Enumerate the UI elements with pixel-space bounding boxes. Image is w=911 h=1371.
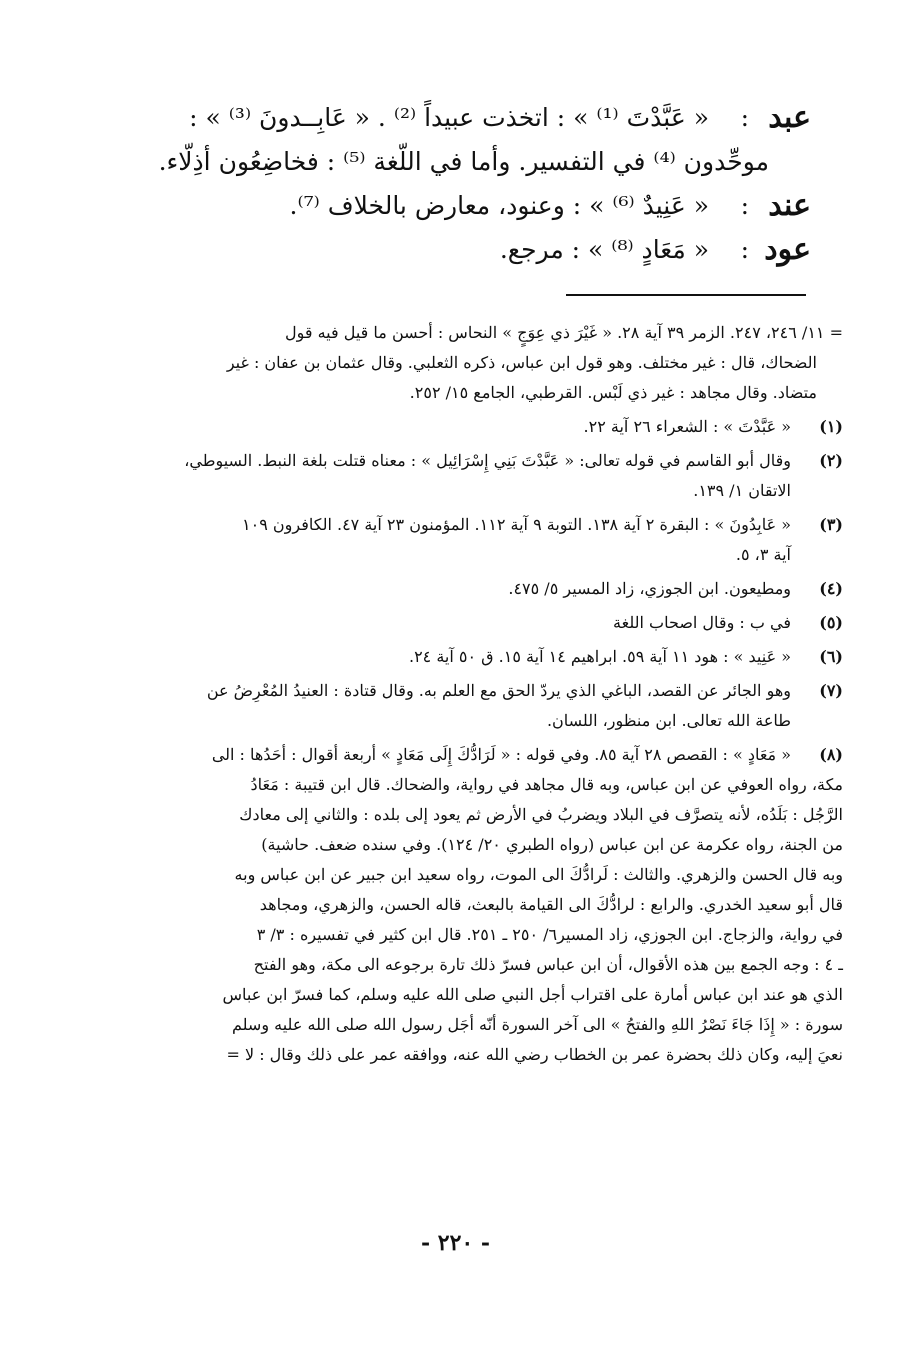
footnote-line: الضحاك، قال : غير مختلف. وهو قول ابن عباس، ذكره الثعلبي. وقال عثمان بن عفان : غير [226, 353, 817, 372]
footnote-line: طاعة الله تعالى. ابن منظور، اللسان. [546, 711, 791, 730]
entry-ind [121, 184, 811, 228]
footnote-divider [566, 294, 806, 296]
footnote-body [63, 740, 843, 1070]
page-number: - ٢٢٠ - [420, 1230, 491, 1256]
entry-line: « عَنِيدٌ ⁽⁶⁾ » : وعنود، معارض بالخلاف ⁽⁷⁾. [289, 191, 709, 220]
footnote-line: من الجنة، رواه عكرمة عن ابن عباس (رواه الطبري ٢٠/ ١٢٤). وفي سنده ضعف. حاشية) [261, 835, 843, 854]
footnote-5 [63, 608, 843, 638]
footnote-line: « مَعَادٍ » : القصص ٢٨ آية ٨٥. وفي قوله : « لَرَادُّكَ إِلَى مَعَادٍ » أربعة أقوال : أحَدُها : الى [211, 745, 791, 764]
footnote-2 [63, 446, 843, 506]
entry-line: موحِّدون ⁽⁴⁾ في التفسير. وأما في اللّغة ⁽⁵⁾ : فخاضِعُون أذِلّاء. [158, 147, 769, 176]
continued-footnote [63, 318, 843, 408]
footnote-1 [63, 412, 843, 442]
footnote-number: (٢) [819, 451, 843, 470]
footnote-line: وهو الجائر عن القصد، الباغي الذي يردّ الحق مع العلم به. وقال قتادة : العنيدُ المُعْرِضُ عن [206, 681, 791, 700]
footnote-number: (٧) [819, 681, 843, 700]
footnote-number: (١) [819, 417, 843, 436]
footnote-line: وبه قال الحسن والزهري. والثالث : لَرادُّكَ الى الموت، رواه سعيد ابن جبير عن ابن عباس وبه [234, 865, 843, 884]
footnote-7 [63, 676, 843, 736]
dictionary-entries [121, 96, 811, 272]
footnote-line: في رواية، والزجاج. ابن الجوزي، زاد المسير٦/ ٢٥٠ ـ ٢٥١. قال ابن كثير في تفسيره : ٣/ ٣ [256, 925, 843, 944]
footnote-number: (٥) [819, 613, 843, 632]
footnote-line: « عَبَّدْتَ » : الشعراء ٢٦ آية ٢٢. [583, 417, 791, 436]
entry-colon: : [740, 191, 749, 220]
footnote-line: الذي هو عند ابن عباس أمارة على اقتراب أجل النبي صلى الله عليه وسلم، كما فسرّ ابن عباس [222, 985, 843, 1004]
footnote-line: = ١١/ ٢٤٦، ٢٤٧. الزمر ٣٩ آية ٢٨. « غَيْرَ ذي عِوَجٍ » النحاس : أحسن ما قيل فيه قول [284, 323, 843, 342]
entry-root: عند [768, 188, 811, 223]
footnote-line: مكة، رواه العوفي عن ابن عباس، وبه قال مجاهد في رواية، والضحاك. قال ابن قتيبة : مَعَادُ [250, 775, 843, 794]
entry-colon: : [740, 103, 749, 132]
footnote-body [63, 510, 791, 570]
footnote-line: « عَنِيد » : هود ١١ آية ٥٩. ابراهيم ١٤ آية ١٥. ق ٥٠ آية ٢٤. [408, 647, 791, 666]
entry-line: « مَعَادٍ ⁽⁸⁾ » : مرجع. [499, 235, 709, 264]
footnote-6 [63, 642, 843, 672]
footnote-body [63, 608, 791, 638]
footnote-body [63, 574, 791, 604]
entry-root: عبد [768, 100, 811, 135]
entry-abd [121, 96, 811, 184]
footnote-line: نعيَ إليه، وكان ذلك بحضرة عمر بن الخطاب رضي الله عنه، ووافقه عمر على ذلك وقال : لا = [226, 1045, 843, 1064]
footnotes [63, 318, 843, 1070]
footnote-body [63, 412, 791, 442]
footnote-line: وقال أبو القاسم في قوله تعالى: « عَبَّدْتَ بَنِي إِسْرَائِيل » : معناه قتلت بلغة النبط. السيوطي، [184, 451, 791, 470]
footnote-line: آية ٣، ٥. [735, 545, 791, 564]
footnote-number: (٨) [819, 745, 843, 764]
footnote-line: الاتقان ١/ ١٣٩. [693, 481, 791, 500]
entry-awd [121, 228, 811, 272]
footnote-body [63, 446, 791, 506]
footnote-body [63, 642, 791, 672]
footnote-line: قال أبو سعيد الخدري. والرابع : لرادُّكَ الى القيامة بالبعث، قاله الحسن، والزهري، ومجاهد [259, 895, 843, 914]
entry-root: عود [764, 232, 811, 267]
footnote-number: (٣) [819, 515, 843, 534]
footnote-3 [63, 510, 843, 570]
footnote-line: ـ ٤ : وجه الجمع بين هذه الأقوال، أن ابن عباس فسرّ ذلك تارة برجوعه الى مكة، وهو الفتح [253, 955, 843, 974]
footnote-line: في ب : وقال اصحاب اللغة [613, 613, 791, 632]
footnote-line: سورة : « إِذَا جَاءَ نَصْرُ اللهِ والفتحُ » الى آخر السورة أنّه أجَل رسول الله صلى الله عليه وسلم [231, 1015, 843, 1034]
footnote-8 [63, 740, 843, 1070]
footnote-line: متضاد. وقال مجاهد : غير ذي لَبْس. القرطبي، الجامع ١٥/ ٢٥٢. [409, 383, 817, 402]
footnote-number: (٤) [819, 579, 843, 598]
entry-line: « عَبَّدْتَ ⁽¹⁾ » : اتخذت عبيداً ⁽²⁾ . « عَابِــدونَ ⁽³⁾ » : [189, 103, 709, 132]
footnote-line: ومطيعون. ابن الجوزي، زاد المسير ٥/ ٤٧٥. [508, 579, 791, 598]
entry-colon: : [740, 235, 749, 264]
footnote-number: (٦) [819, 647, 843, 666]
footnote-line: الرَّجُل : بَلَدُه، لأنه يتصرَّف في البلاد ويضربُ في الأرض ثم يعود إلى بلده : والثاني إلى معادك [239, 805, 843, 824]
footnote-line: « عَابِدُونَ » : البقرة ٢ آية ١٣٨. التوبة ٩ آية ١١٢. المؤمنون ٢٣ آية ٤٧. الكافرون ١٠٩ [242, 515, 791, 534]
footnote-body [63, 676, 791, 736]
footnote-4 [63, 574, 843, 604]
